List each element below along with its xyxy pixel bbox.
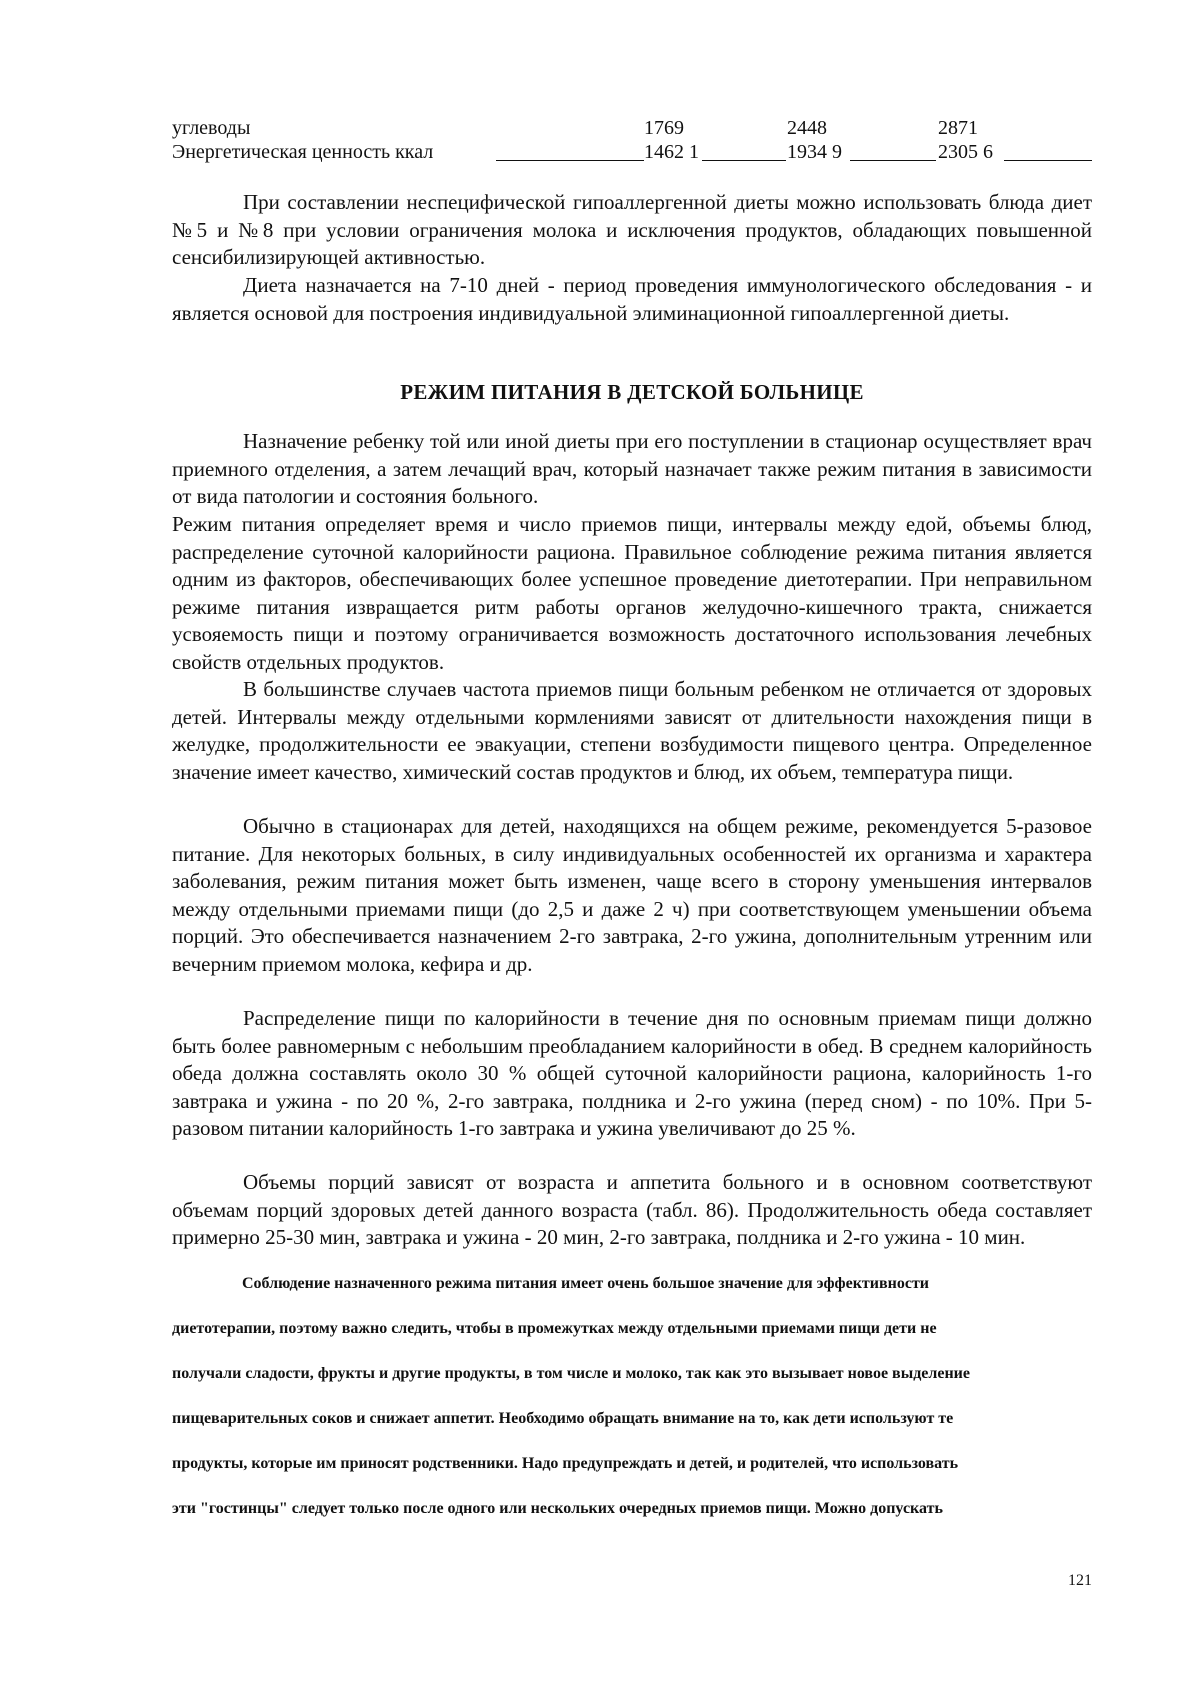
bold-line: пищеварительных соков и снижает аппетит. Необходимо обращать внимание на то, как дети используют те (172, 1410, 954, 1427)
table-cell-value: 2305 6 (938, 141, 993, 163)
page-number: 121 (1068, 1572, 1092, 1589)
table-row (172, 116, 1092, 140)
fill-underline (1004, 160, 1092, 161)
bold-line: диетотерапии, поэтому важно следить, чтобы в промежутках между отдельными приемами пищи дети не (172, 1320, 937, 1337)
bold-line: получали сладости, фрукты и другие продукты, в том числе и молоко, так как это вызывает новое выделение (172, 1365, 970, 1382)
section-heading: РЕЖИМ ПИТАНИЯ В ДЕТСКОЙ БОЛЬНИЦЕ (400, 380, 864, 404)
fill-underline (702, 160, 786, 161)
paragraph: Диета назначается на 7-10 дней - период проведения иммунологического обследования - и является основой для построения индивидуальной элиминационной гипоаллергенной диеты. (172, 273, 1092, 325)
fill-underline (850, 160, 936, 161)
table-cell-label: Энергетическая ценность ккал (172, 141, 434, 163)
paragraph: Назначение ребенку той или иной диеты при его поступлении в стационар осуществляет врач приемного отделения, а затем лечащий врач, который назначает также режим питания в зависимости от вида патологии и состояния больного. (172, 429, 1092, 508)
bold-line: эти "гостинцы" следует только после одного или нескольких очередных приемов пищи. Можно допускать (172, 1500, 943, 1517)
table-row (172, 140, 1092, 164)
fill-underline (496, 160, 644, 161)
table-cell-value: 1934 9 (787, 141, 842, 163)
paragraph: Объемы порций зависят от возраста и аппетита больного и в основном соответствуют объемам порций здоровых детей данного возраста (табл. 86). Продолжительность обеда составляет примерно 25-30 мин, завтрака и ужина - 20 мин, 2-го завтрака, полдника и 2-го ужина - 10 мин. (172, 1170, 1092, 1249)
bold-paragraph (172, 1261, 1092, 1531)
paragraph: Обычно в стационарах для детей, находящихся на общем режиме, рекомендуется 5-разовое питание. Для некоторых больных, в силу индивидуальных особенностей их организма и характера заболевания, режим питания может быть изменен, чаще всего в сторону уменьшения интервалов между отдельными приемами пищи (до 2,5 и даже 2 ч) при соответствующем уменьшении объема порций. Это обеспечивается назначением 2-го завтрака, 2-го ужина, дополнительным утренним или вечерним приемом молока, кефира и др. (172, 814, 1092, 976)
table-cell-value: 1462 1 (644, 141, 699, 163)
paragraph: Режим питания определяет время и число приемов пищи, интервалы между едой, объемы блюд, распределение суточной калорийности рациона. Правильное соблюдение режима питания является одним из факторов, обеспечивающих более успешное проведение диетотерапии. При неправильном режиме питания извращается ритм работы органов желудочно-кишечного тракта, снижается усвояемость пищи и поэтому ограничивается возможность достаточного использования лечебных свойств отдельных продуктов. (172, 512, 1092, 674)
table-cell-value: 2448 (787, 117, 827, 139)
table-cell-label: углеводы (172, 117, 251, 139)
table-cell-value: 2871 (938, 117, 978, 139)
bold-line: Соблюдение назначенного режима питания имеет очень большое значение для эффективности (242, 1275, 930, 1292)
bold-line: продукты, которые им приносят родственники. Надо предупреждать и детей, и родителей, что использовать (172, 1455, 959, 1472)
paragraph: При составлении неспецифической гипоаллергенной диеты можно использовать блюда диет №5 и №8 при условии ограничения молока и исключения продуктов, обладающих повышенной сенсибилизирующей активностью. (172, 190, 1092, 269)
paragraph: В большинстве случаев частота приемов пищи больным ребенком не отличается от здоровых детей. Интервалы между отдельными кормлениями зависят от длительности нахождения пищи в желудке, продолжительности ее эвакуации, степени возбудимости пищевого центра. Определенное значение имеет качество, химический состав продуктов и блюд, их объем, температура пищи. (172, 677, 1092, 784)
table-cell-value: 1769 (644, 117, 684, 139)
paragraph: Распределение пищи по калорийности в течение дня по основным приемам пищи должно быть более равномерным с небольшим преобладанием калорийности в обед. В среднем калорийность обеда должна составлять около 30 % общей суточной калорийности рациона, калорийность 1-го завтрака и ужина - по 20 %, 2-го завтрака, полдника и 2-го ужина (перед сном) - по 10%. При 5-разовом питании калорийность 1-го завтрака и ужина увеличивают до 25 %. (172, 1006, 1092, 1140)
